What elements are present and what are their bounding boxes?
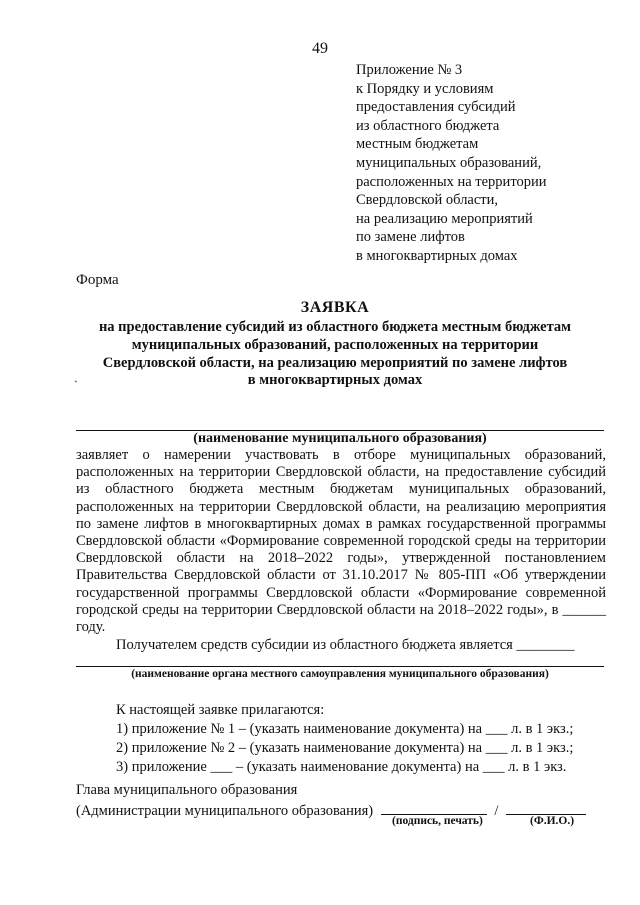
appendix-line: на реализацию мероприятий xyxy=(356,210,533,227)
signature-separator: / xyxy=(494,803,499,819)
title-line: на предоставление субсидий из областного бюджета местным бюджетам xyxy=(98,319,572,335)
caption-name: (Ф.И.О.) xyxy=(530,815,575,827)
appendix-header xyxy=(356,61,546,266)
form-label: Форма xyxy=(76,272,119,288)
caption-municipality: (наименование муниципального образования) xyxy=(193,431,487,446)
appendix-line: в многоквартирных домах xyxy=(356,247,518,264)
title-line: муниципальных образований, расположенных на территории xyxy=(131,336,539,353)
appendix-line: муниципальных образований, xyxy=(356,154,542,171)
appendix-line: к Порядку и условиям xyxy=(356,80,494,97)
attachments-list xyxy=(116,701,573,777)
body-text: заявляет о намерении участвовать в отборе муниципальных образований, расположенных на территории Свердловской области, на предоставление субсидий из областного бюджета местным бюджетам муниципальных образований, расположенных на территории Свердловской области, на реализацию мероприятия по замене лифтов в многоквартирных домах в рамках государственной программы Свердловской области «Формирование современной городской среды на территории Свердловской области на 2018–2022 годы», утвержденной постановлением Правительства Свердловской области от 31.10.2017 № 805-ПП «Об утверждении государственной программы Свердловской области «Формирование современной городской среды на территории Свердловской области на 2018–2022 годы», в ______ году. xyxy=(76,447,606,636)
appendix-line: из областного бюджета xyxy=(356,117,500,134)
title-line: Свердловской области, на реализацию мероприятий по замене лифтов xyxy=(102,354,568,371)
recipient-text: Получателем средств субсидии из областного бюджета является ________ xyxy=(116,637,575,653)
signature-subtitle: (Администрации муниципального образования) xyxy=(76,803,374,819)
appendix-line: Приложение № 3 xyxy=(356,62,463,78)
document-title xyxy=(70,298,600,390)
authority-name-line xyxy=(76,666,604,667)
appendix-line: предоставления субсидий xyxy=(356,99,516,116)
attachment-item: 3) приложение ___ – (указать наименование документа) на ___ л. в 1 экз. xyxy=(116,759,567,775)
title-main: ЗАЯВКА xyxy=(300,299,370,316)
title-line: в многоквартирных домах xyxy=(247,372,423,389)
signature-block xyxy=(76,781,586,821)
appendix-line: по замене лифтов xyxy=(356,229,465,246)
caption-signature: (подпись, печать) xyxy=(392,815,483,827)
attachment-item: 1) приложение № 1 – (указать наименование документа) на ___ л. в 1 экз.; xyxy=(116,721,574,737)
signature-title: Глава муниципального образования xyxy=(76,782,298,798)
appendix-line: Свердловской области, xyxy=(356,192,499,209)
caption-authority: (наименование органа местного самоуправления муниципального образования) xyxy=(131,668,549,680)
recipient-line xyxy=(76,637,606,654)
appendix-line: местным бюджетам xyxy=(356,136,479,153)
body-paragraph xyxy=(76,447,606,636)
attachments-intro: К настоящей заявке прилагаются: xyxy=(116,702,325,718)
signature-blank xyxy=(381,800,487,815)
page-number: 49 xyxy=(312,40,328,57)
stray-mark: ` xyxy=(74,378,78,392)
appendix-line: расположенных на территории xyxy=(356,173,547,190)
attachment-item: 2) приложение № 2 – (указать наименование документа) на ___ л. в 1 экз.; xyxy=(116,740,574,756)
name-blank xyxy=(506,800,586,815)
